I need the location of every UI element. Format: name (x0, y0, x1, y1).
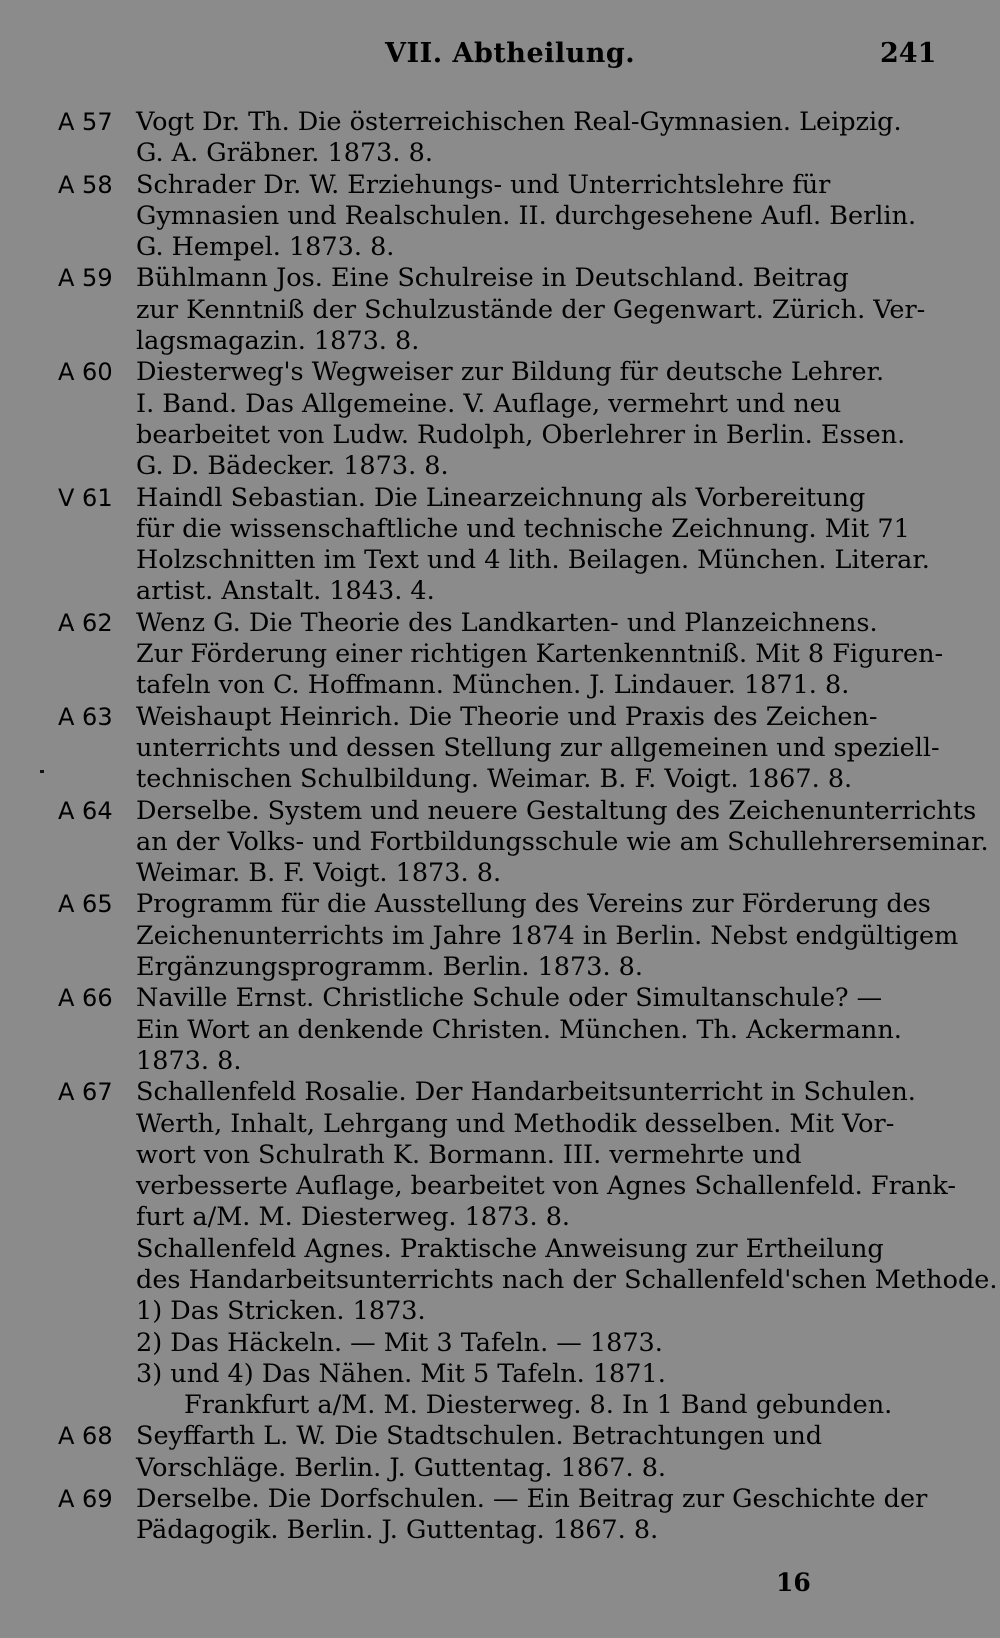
entry-line: bearbeitet von Ludw. Rudolph, Oberlehrer in Berlin. Essen. (136, 419, 906, 450)
entry-line: 1) Das Stricken. 1873. (136, 1296, 426, 1327)
bibliography-entry (58, 889, 959, 983)
entry-text (136, 263, 938, 357)
margin-mark (40, 770, 44, 773)
entry-line: Schallenfeld Agnes. Praktische Anweisung zur Ertheilung (136, 1233, 884, 1264)
entry-line: lagsmagazin. 1873. 8. (136, 326, 420, 357)
entry-line: technischen Schulbildung. Weimar. B. F. Voigt. 1867. 8. (136, 764, 853, 795)
entry-code: A 67 (58, 1078, 113, 1107)
entry-code: A 58 (58, 170, 113, 199)
entry-line: Zeichenunterrichts im Jahre 1874 in Berlin. Nebst endgültigem (136, 920, 959, 951)
entry-code: A 60 (58, 358, 113, 387)
entry-line: Naville Ernst. Christliche Schule oder Simultanschule? — (136, 983, 883, 1014)
entry-line: Vogt Dr. Th. Die österreichischen Real-Gymnasien. Leipzig. (136, 107, 902, 137)
page-header (0, 38, 1000, 78)
entry-code: A 57 (58, 108, 113, 136)
entry-line: Bühlmann Jos. Eine Schulreise in Deutschland. Beitrag (136, 263, 849, 294)
entry-code: A 64 (58, 796, 113, 825)
entry-line: Derselbe. Die Dorfschulen. — Ein Beitrag zur Geschichte der (136, 1484, 928, 1515)
entry-line: 3) und 4) Das Nähen. Mit 5 Tafeln. 1871. (136, 1358, 666, 1389)
entry-text (136, 608, 943, 702)
entry-line: des Handarbeitsunterrichts nach der Schallenfeld'schen Methode. (136, 1264, 998, 1295)
entry-code: V 61 (58, 483, 113, 512)
entry-line: unterrichts und dessen Stellung zur allgemeinen und speziell- (136, 732, 940, 763)
entry-line: Schrader Dr. W. Erziehungs- und Unterrichtslehre für (136, 169, 831, 200)
entry-line-indented: Frankfurt a/M. M. Diesterweg. 8. In 1 Band gebunden. (184, 1390, 893, 1421)
entry-code: A 63 (58, 702, 113, 731)
entry-line: furt a/M. M. Diesterweg. 1873. 8. (136, 1202, 571, 1233)
entry-code: A 59 (58, 264, 113, 293)
entry-line: Wenz G. Die Theorie des Landkarten- und Planzeichnens. (136, 607, 878, 638)
entry-line: Seyffarth L. W. Die Stadtschulen. Betrachtungen und (136, 1421, 823, 1452)
bibliography-entry (58, 170, 938, 264)
entry-line: Vorschläge. Berlin. J. Guttentag. 1867. 8. (136, 1452, 667, 1483)
bibliography-list (58, 107, 998, 1547)
entry-code: A 68 (58, 1422, 113, 1451)
entry-line: I. Band. Das Allgemeine. V. Auflage, vermehrt und neu (136, 388, 842, 419)
bibliography-entry (58, 107, 938, 170)
bibliography-entry (58, 483, 938, 608)
entry-line: an der Volks- und Fortbildungsschule wie am Schullehrerseminar. (136, 826, 989, 857)
entry-line: Ergänzungsprogramm. Berlin. 1873. 8. (136, 952, 643, 983)
entry-line: Programm für die Ausstellung des Vereins zur Förderung des (136, 889, 931, 920)
bibliography-entry (58, 702, 938, 796)
entry-line: tafeln von C. Hoffmann. München. J. Lindauer. 1871. 8. (136, 670, 850, 701)
entry-line: 2) Das Häckeln. — Mit 3 Tafeln. — 1873. (136, 1327, 663, 1358)
entry-line: Ein Wort an denkende Christen. München. Th. Ackermann. (136, 1014, 902, 1045)
entry-code: A 69 (58, 1485, 113, 1514)
entry-line: 1873. 8. (136, 1045, 242, 1076)
entry-text (136, 796, 989, 890)
entry-text (136, 1421, 938, 1484)
entry-text (136, 983, 938, 1077)
entry-line: Haindl Sebastian. Die Linearzeichnung als Vorbereitung (136, 482, 866, 513)
bibliography-entry (58, 607, 944, 702)
entry-code: A 65 (58, 890, 113, 919)
entry-line: G. Hempel. 1873. 8. (136, 232, 395, 263)
entry-line: Gymnasien und Realschulen. II. durchgesehene Aufl. Berlin. (136, 200, 917, 231)
entry-line: Weimar. B. F. Voigt. 1873. 8. (136, 858, 502, 889)
entry-text (136, 357, 938, 482)
entry-line: Zur Förderung einer richtigen Kartenkenntniß. Mit 8 Figuren- (136, 639, 944, 670)
entry-text (136, 107, 938, 170)
entry-line: Diesterweg's Wegweiser zur Bildung für deutsche Lehrer. (136, 357, 885, 388)
entry-code: A 62 (58, 608, 113, 637)
entry-line: G. A. Gräbner. 1873. 8. (136, 138, 433, 169)
bibliography-entry (58, 357, 938, 482)
entry-line: verbesserte Auflage, bearbeitet von Agnes Schallenfeld. Frank- (136, 1171, 957, 1202)
entry-line: Holzschnitten im Text und 4 lith. Beilagen. München. Literar. (136, 545, 930, 576)
section-title: VII. Abtheilung. (385, 38, 636, 69)
entry-line: G. D. Bädecker. 1873. 8. (136, 451, 449, 482)
bibliography-entry (58, 795, 989, 890)
page-number: 241 (880, 38, 937, 69)
signature-mark: 16 (776, 1568, 811, 1597)
entry-line: Schallenfeld Rosalie. Der Handarbeitsunterricht in Schulen. (136, 1077, 916, 1108)
entry-text (136, 889, 958, 983)
entry-line: zur Kenntniß der Schulzustände der Gegenwart. Zürich. Ver- (136, 294, 926, 325)
entry-text (136, 1077, 997, 1421)
entry-code: A 66 (58, 984, 113, 1013)
bibliography-entry (58, 1077, 998, 1421)
entry-line: Werth, Inhalt, Lehrgang und Methodik desselben. Mit Vor- (136, 1108, 895, 1139)
entry-line: Pädagogik. Berlin. J. Guttentag. 1867. 8. (136, 1515, 659, 1546)
entry-text (136, 702, 940, 796)
bibliography-entry (58, 983, 938, 1077)
entry-line: für die wissenschaftliche und technische Zeichnung. Mit 71 (136, 513, 910, 544)
entry-line: Weishaupt Heinrich. Die Theorie und Praxis des Zeichen- (136, 701, 878, 732)
entry-line: artist. Anstalt. 1843. 4. (136, 576, 435, 607)
entry-line: wort von Schulrath K. Bormann. III. vermehrte und (136, 1139, 802, 1170)
bibliography-entry (58, 1421, 938, 1484)
entry-text (136, 483, 938, 608)
entry-text (136, 170, 938, 264)
entry-text (136, 1484, 938, 1547)
bibliography-entry (58, 1484, 938, 1547)
bibliography-entry (58, 263, 938, 357)
entry-line: Derselbe. System und neuere Gestaltung des Zeichenunterrichts (136, 795, 977, 826)
